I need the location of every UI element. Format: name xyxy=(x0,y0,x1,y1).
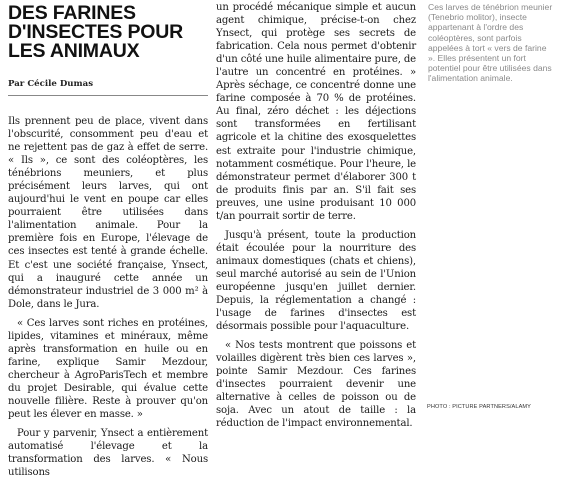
column-left xyxy=(8,0,208,479)
body-paragraph: Ils prennent peu de place, vivent dans l'obscurité, consomment peu d'eau et ne rejettent pas de gaz à effet de serre. « Ils », ce sont des coléoptères, les ténébrions meuniers, et plus précisément leurs larves, qui ont aujourd'hui le vent en poupe car elles pourraient être utilisées dans l'alimentation animale. Pour la première fois en Europe, l'élevage de ces insectes est tenté à grande échelle. Et c'est une société française, Ynsect, qui a inauguré cette année un démonstrateur industriel de 3 000 m² à Dole, dans le Jura. xyxy=(8,116,208,310)
photo-credit: PHOTO : PICTURE PARTNERS/ALAMY xyxy=(427,404,532,410)
body-paragraph: Jusqu'à présent, toute la production était écoulée pour la nourriture des animaux domestiques (chats et chiens), seul marché autorisé au sein de l'Union européenne jusqu'en juillet dernier. Depuis, la réglementation a changé : l'usage de farines d'insectes est désormais possible pour l'aquaculture. xyxy=(216,229,416,333)
article-headline: DES FARINES D'INSECTES POUR LES ANIMAUX xyxy=(8,2,183,62)
body-paragraph: Pour y parvenir, Ynsect a entièrement automatisé l'élevage et la transformation des larves. « Nous utilisons xyxy=(8,428,208,479)
column-right xyxy=(426,0,554,84)
photo-caption: Ces larves de ténébrion meunier (Tenebrio molitor), insecte appartenant à l'ordre des coléoptères, sont parfois appelées à tort « vers de farine ». Elles présentent un fort potentiel pour être utilisées dans l'alimentation animale. xyxy=(428,2,553,84)
article-body-middle xyxy=(216,1,416,431)
article-byline: Par Cécile Dumas xyxy=(8,79,208,96)
body-paragraph: « Ces larves sont riches en protéines, lipides, vitamines et minéraux, même après transformation en huile ou en farine, explique Samir Mezdour, chercheur à AgroParisTech et membre du projet Desirable, qui évalue cette nouvelle filière. Reste à prouver qu'on peut les élever en masse. » xyxy=(8,317,208,421)
body-paragraph: « Nos tests montrent que poissons et volailles digèrent très bien ces larves », pointe Samir Mezdour. Ces farines d'insectes pourraient devenir une alternative à celles de poisson ou de soja. Avec un atout de taille : la réduction de l'impact environnemental. xyxy=(216,340,416,430)
article-body-left xyxy=(8,115,208,479)
body-paragraph: un procédé mécanique simple et aucun agent chimique, précise-t-on chez Ynsect, qui protège ses secrets de fabrication. Cela nous permet d'obtenir d'un côté une huile alimentaire pure, de l'autre un concentré en protéines. » Après séchage, ce concentré donne une farine composée à 70 % de protéines. Au final, zéro déchet : les déjections sont transformées en fertilisant agricole et la chitine des exosquelettes est extraite pour l'industrie chimique, notamment cosmétique. Pour l'heure, le démonstrateur permet d'élaborer 300 t de produits finis par an. S'il fait ses preuves, une usine produisant 10 000 t/an pourrait sortir de terre. xyxy=(216,2,416,222)
column-middle xyxy=(216,0,416,431)
